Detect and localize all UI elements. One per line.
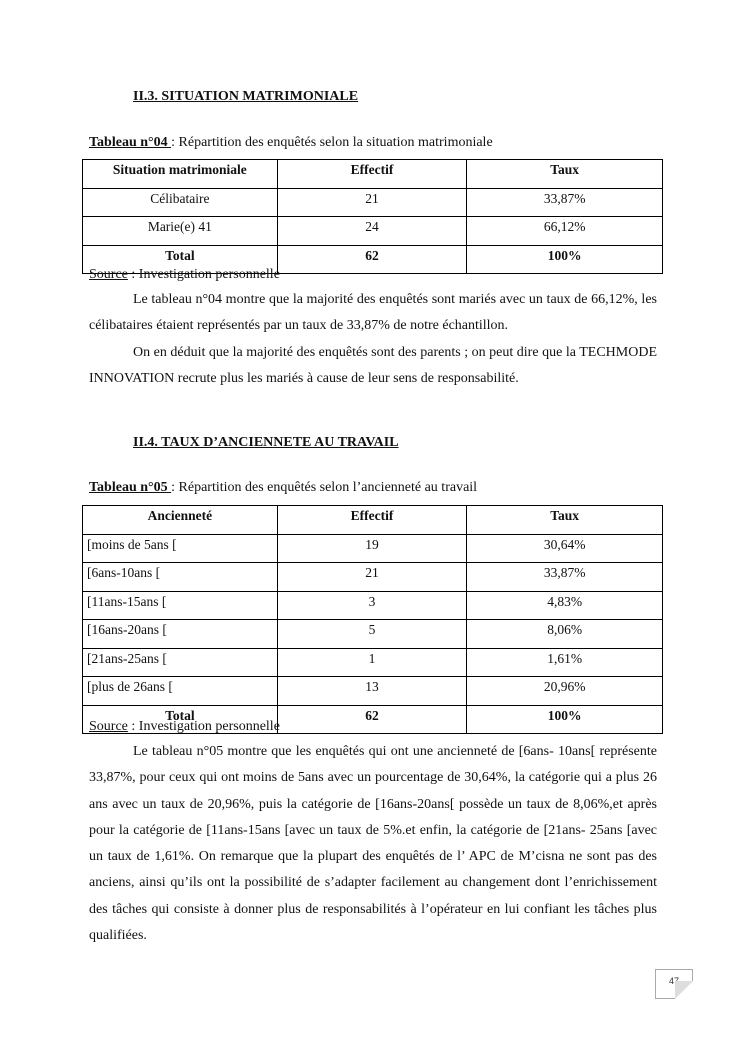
cell: [6ans-10ans [ <box>83 563 278 592</box>
section-heading-matrimoniale: II.3. SITUATION MATRIMONIALE <box>133 89 359 104</box>
cell: [plus de 26ans [ <box>83 677 278 706</box>
cell: 4,83% <box>467 591 663 620</box>
cell: 30,64% <box>467 534 663 563</box>
cell: Célibataire <box>83 188 278 217</box>
cell: 8,06% <box>467 620 663 649</box>
table-row <box>83 217 663 246</box>
cell: 24 <box>277 217 467 246</box>
table-row <box>83 591 663 620</box>
header-cell: Effectif <box>277 160 467 189</box>
table-row <box>83 563 663 592</box>
cell: 19 <box>277 534 467 563</box>
cell: Marie(e) 41 <box>83 217 278 246</box>
cell: 5 <box>277 620 467 649</box>
table-row <box>83 620 663 649</box>
header-cell: Situation matrimoniale <box>83 160 278 189</box>
page-fold-icon <box>675 981 693 999</box>
source-text: : Investigation personnelle <box>127 719 280 734</box>
table-anciennete <box>82 505 663 734</box>
page-number-box <box>655 969 693 999</box>
cell: [moins de 5ans [ <box>83 534 278 563</box>
cell: 62 <box>277 245 467 274</box>
cell: 33,87% <box>467 563 663 592</box>
cell: 1,61% <box>467 648 663 677</box>
cell: 21 <box>277 563 467 592</box>
caption-label: Tableau n°05 <box>89 480 172 495</box>
cell: 3 <box>277 591 467 620</box>
cell: 33,87% <box>467 188 663 217</box>
table-header-row <box>83 160 663 189</box>
cell: 62 <box>277 705 467 734</box>
header-cell: Ancienneté <box>83 506 278 535</box>
page-number: 47 <box>668 976 679 986</box>
cell: [21ans-25ans [ <box>83 648 278 677</box>
header-cell: Taux <box>467 506 663 535</box>
cell: 66,12% <box>467 217 663 246</box>
table-source-05 <box>89 719 280 735</box>
source-text: : Investigation personnelle <box>127 267 280 282</box>
caption-label: Tableau n°04 <box>89 135 172 150</box>
paragraph: Le tableau n°05 montre que les enquêtés qui ont une ancienneté de [6ans- 10ans[ représente 33,87%, pour ceux qui ont moins de 5ans avec un pourcentage de 30,64%, la catégorie qui a plus 26 ans avec un taux de 20,96%, puis la catégorie de [16ans-20ans[ possède un taux de 8,06%,et après pour la catégorie de [11ans-15ans [avec un taux de 5%.et enfin, la catégorie de [21ans- 25ans [avec un taux de 1,61%. On remarque que la plupart des enquêtés de l’ APC de M’cisna ne sont pas des anciens, ainsi qu’ils ont la possibilité de s’adapter facilement au changement dont l’enrichissement des tâches qui consiste à donner plus de responsabilités à l’opérateur en lui confiant les tâches plus qualifiées. <box>89 744 657 944</box>
table-row <box>83 648 663 677</box>
body-text-05 <box>89 739 657 949</box>
source-label: Source <box>89 719 128 734</box>
body-text-04 <box>89 287 657 392</box>
caption-text: : Répartition des enquêtés selon la situation matrimoniale <box>171 135 493 150</box>
header-cell: Effectif <box>277 506 467 535</box>
cell: 13 <box>277 677 467 706</box>
table-row <box>83 534 663 563</box>
table-caption-04 <box>89 135 493 151</box>
cell: Total <box>83 245 278 274</box>
paragraph: On en déduit que la majorité des enquêtés sont des parents ; on peut dire que la TECHMODE INNOVATION recrute plus les mariés à cause de leur sens de responsabilité. <box>89 344 657 386</box>
paragraph: Le tableau n°04 montre que la majorité des enquêtés sont mariés avec un taux de 66,12%, les célibataires étaient représentés par un taux de 33,87% de notre échantillon. <box>89 292 657 334</box>
cell: 100% <box>467 705 663 734</box>
cell: 100% <box>467 245 663 274</box>
caption-text: : Répartition des enquêtés selon l’ancienneté au travail <box>171 480 478 495</box>
cell: [16ans-20ans [ <box>83 620 278 649</box>
cell: 1 <box>277 648 467 677</box>
table-header-row <box>83 506 663 535</box>
header-cell: Taux <box>467 160 663 189</box>
cell: Total <box>83 705 278 734</box>
section-heading-anciennete: II.4. TAUX D’ANCIENNETE AU TRAVAIL <box>133 435 399 450</box>
cell: 21 <box>277 188 467 217</box>
cell: [11ans-15ans [ <box>83 591 278 620</box>
table-row <box>83 188 663 217</box>
table-row <box>83 677 663 706</box>
table-caption-05 <box>89 480 477 496</box>
table-source-04 <box>89 267 280 283</box>
table-situation-matrimoniale <box>82 159 663 274</box>
source-label: Source <box>89 267 128 282</box>
cell: 20,96% <box>467 677 663 706</box>
